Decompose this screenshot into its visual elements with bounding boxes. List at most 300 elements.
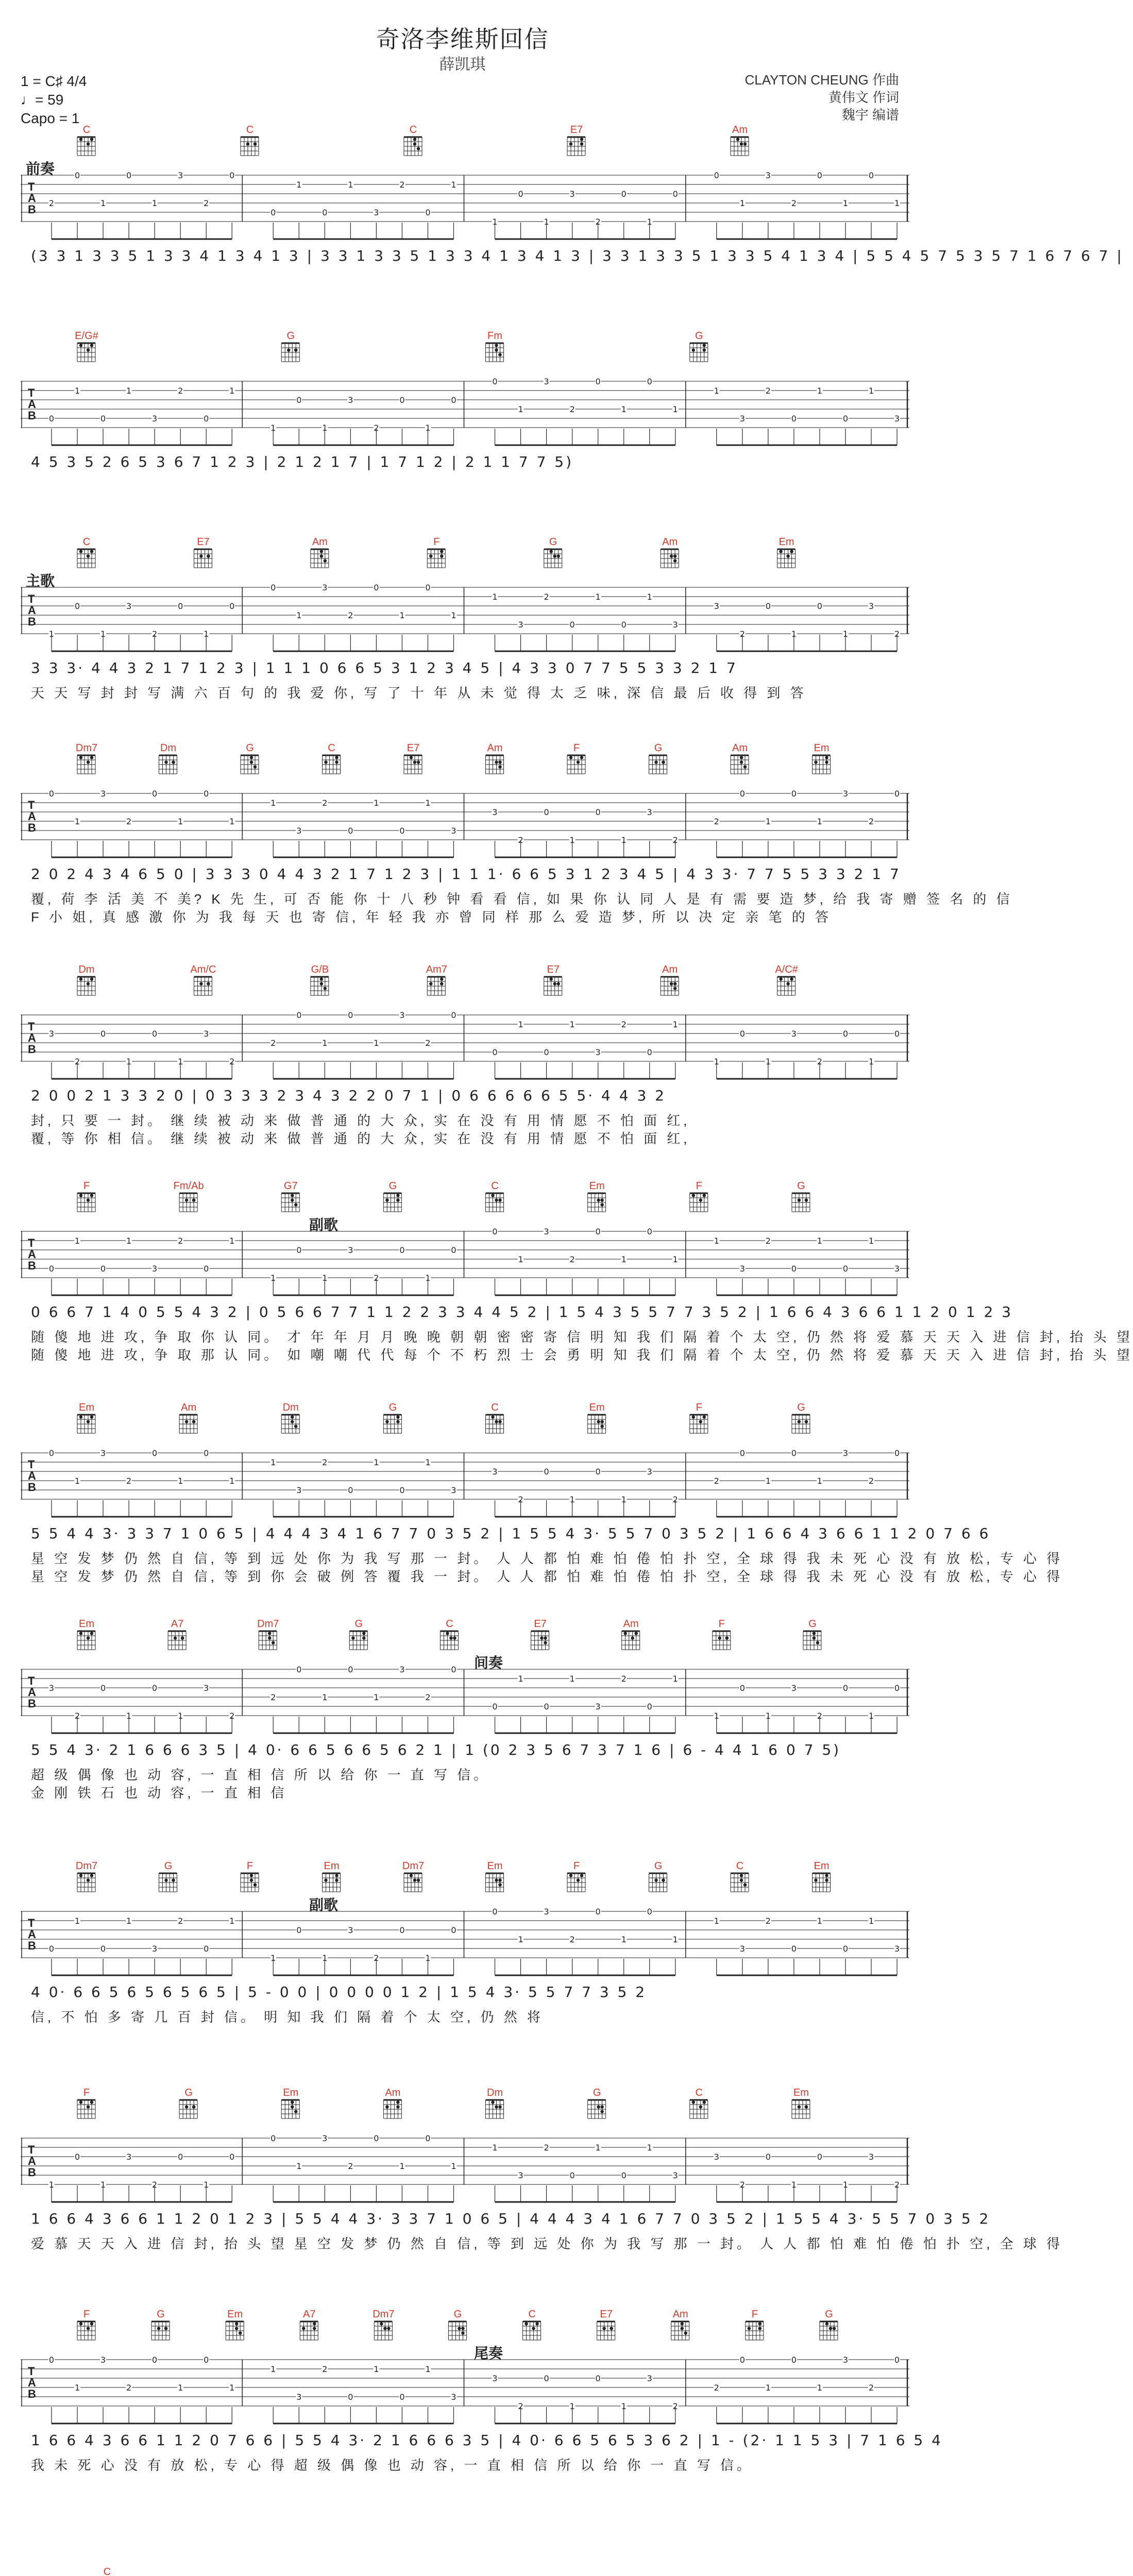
fret-number: 2	[817, 1711, 822, 1721]
fret-number: 0	[894, 1683, 900, 1693]
fret-number: 0	[451, 395, 456, 405]
fret-number: 3	[544, 1227, 549, 1236]
fret-number: 0	[178, 601, 183, 611]
chord-name: G	[246, 742, 254, 754]
fret-number: 3	[868, 601, 874, 611]
fret-number: 1	[126, 1711, 132, 1721]
fret-number: 1	[672, 1020, 678, 1029]
fret-number: 0	[204, 1944, 209, 1954]
chord-diagram	[440, 1618, 458, 1650]
chord-diagram	[426, 964, 447, 995]
fret-number: 3	[152, 1944, 158, 1954]
fret-number: 0	[868, 171, 874, 180]
fret-number: 2	[621, 1674, 627, 1684]
chord-name: C	[446, 1618, 453, 1630]
tab-clef: A	[28, 1686, 36, 1699]
fret-number: 0	[647, 377, 652, 386]
fret-number: 1	[229, 1236, 235, 1246]
chord-diagram	[544, 536, 562, 568]
chord-name: C	[491, 1180, 499, 1192]
chord-name: F	[83, 1180, 90, 1192]
fret-number: 2	[229, 1711, 235, 1721]
fret-number: 1	[451, 611, 456, 620]
fret-number: 0	[74, 2152, 80, 2162]
chord-diagram	[746, 2309, 764, 2340]
chord-diagram	[448, 2309, 466, 2340]
chord-diagram	[731, 124, 749, 156]
chord-diagram	[544, 964, 562, 995]
fret-number: 1	[229, 1916, 235, 1926]
tab-clef: A	[28, 1248, 36, 1261]
lyric-line: 星 空 发 梦 仍 然 自 信, 等 到 远 处 你 为 我 写 那 一 封。 人 人 都 怕 难 怕 倦 怕 扑 空, 全 球 得 我 未 死 心 没 有 放 松, 专 心 得	[31, 1551, 1063, 1566]
tab-clef: B	[28, 203, 36, 216]
fret-number: 3	[868, 2152, 874, 2162]
fret-number: 1	[621, 404, 627, 414]
chord-diagram	[777, 536, 796, 568]
fret-number: 1	[296, 2161, 302, 2171]
fret-number: 1	[178, 817, 183, 826]
fret-number: 3	[739, 1944, 745, 1954]
fret-number: 0	[817, 171, 822, 180]
fret-number: 0	[739, 1683, 745, 1693]
fret-number: 1	[672, 1674, 678, 1684]
fret-number: 3	[544, 1907, 549, 1917]
fret-number: 3	[672, 2171, 678, 2180]
fret-number: 0	[621, 189, 627, 199]
fret-number: 1	[791, 629, 797, 639]
lyric-line-2: 金 刚 铁 石 也 动 容, 一 直 相 信	[31, 1785, 288, 1801]
fret-number: 2	[152, 2180, 158, 2190]
fret-number: 0	[399, 395, 405, 405]
fret-number: 1	[425, 1953, 431, 1963]
chord-diagram	[792, 1402, 810, 1433]
chord-name: F	[573, 1860, 580, 1872]
chord-diagram	[323, 1860, 341, 1892]
fret-number: 1	[621, 835, 627, 845]
fret-number: 0	[451, 1925, 456, 1935]
fret-number: 1	[322, 1953, 328, 1963]
fret-number: 2	[178, 1916, 183, 1926]
tab-clef: B	[28, 409, 36, 422]
fret-number: 0	[595, 377, 601, 386]
fret-number: 0	[48, 1448, 55, 1458]
fret-number: 3	[399, 1010, 405, 1020]
chord-diagram	[151, 2309, 170, 2340]
fret-number: 1	[178, 1057, 183, 1066]
tab-staff	[21, 2308, 909, 2427]
chord-diagram	[486, 1860, 504, 1892]
jianpu-notation: 4 5 3 5 2 6 5 3 6 7 1 2 3 | 2 1 2 1 7 | 1 7 1 2 | 2 1 1 7 7 5)	[31, 453, 574, 470]
chord-name: G	[388, 1180, 397, 1192]
chord-diagram	[690, 2087, 708, 2119]
fret-number: 1	[348, 180, 353, 190]
fret-number: 0	[126, 171, 132, 180]
fret-number: 2	[152, 629, 158, 639]
chord-diagram	[661, 964, 679, 995]
fret-number: 1	[229, 817, 235, 826]
fret-number: 1	[569, 835, 575, 845]
fret-number: 3	[451, 2392, 456, 2402]
jianpu-notation: 4 0· 6 6 5 6 5 6 5 6 5 | 5 - 0 0 | 0 0 0 0 1 2 | 1 5 4 3· 5 5 7 7 3 5 2	[31, 1984, 647, 2001]
chord-name: G	[593, 2087, 601, 2098]
fret-number: 0	[842, 414, 849, 423]
fret-number: 0	[595, 2374, 601, 2383]
fret-number: 1	[74, 2383, 80, 2393]
fret-number: 2	[765, 386, 771, 396]
tab-clef: B	[28, 1259, 36, 1272]
fret-number: 0	[894, 1448, 900, 1458]
fret-number: 0	[348, 826, 353, 836]
fret-number: 0	[296, 1010, 302, 1020]
fret-number: 0	[647, 1227, 652, 1236]
fret-number: 0	[348, 1665, 353, 1674]
composer-credit: CLAYTON CHEUNG 作曲	[745, 72, 899, 88]
fret-number: 3	[451, 1485, 456, 1495]
fret-number: 1	[765, 1057, 771, 1066]
section-label: 前奏	[26, 161, 55, 177]
tab-clef: T	[28, 1458, 35, 1471]
fret-number: 0	[399, 2392, 405, 2402]
chord-diagram	[567, 742, 585, 774]
fret-number: 1	[842, 629, 849, 639]
fret-number: 1	[595, 592, 601, 602]
fret-number: 1	[842, 198, 849, 208]
tab-system	[21, 536, 909, 721]
fret-number: 2	[868, 817, 874, 826]
fret-number: 0	[492, 377, 498, 386]
song-title: 奇洛李维斯回信	[376, 26, 549, 53]
fret-number: 2	[868, 1476, 874, 1486]
fret-number: 0	[374, 583, 379, 592]
fret-number: 1	[868, 1711, 874, 1721]
chord-diagram	[486, 330, 504, 362]
tab-clef: B	[28, 1939, 36, 1952]
tab-staff	[21, 2566, 206, 2576]
fret-number: 2	[126, 817, 132, 826]
chord-diagram	[649, 742, 667, 774]
chord-name: F	[83, 2087, 90, 2098]
fret-number: 0	[270, 208, 276, 217]
lyric-line: 封, 只 要 一 封。 继 续 被 动 来 做 普 通 的 大 众, 实 在 没 有 用 情 愿 不 怕 面 红,	[31, 1113, 690, 1128]
tab-system	[21, 963, 909, 1149]
chord-name: G/B	[311, 964, 329, 975]
tempo: ♩= 59	[21, 92, 64, 108]
chord-diagram	[731, 1860, 749, 1892]
fret-number: 1	[868, 1236, 874, 1246]
fret-number: 0	[204, 1264, 209, 1274]
fret-number: 3	[348, 1925, 353, 1935]
tab-staff	[21, 2087, 909, 2205]
fret-number: 2	[894, 2180, 900, 2190]
fret-number: 1	[765, 1476, 771, 1486]
chord-diagram	[649, 1860, 667, 1892]
chord-diagram	[661, 536, 679, 568]
fret-number: 1	[100, 2180, 106, 2190]
chord-name: Am	[662, 964, 678, 975]
fret-number: 3	[647, 2374, 652, 2383]
fret-number: 2	[348, 2161, 353, 2171]
tab-clef: A	[28, 398, 36, 411]
fret-number: 0	[348, 1485, 353, 1495]
fret-number: 3	[126, 2152, 132, 2162]
fret-number: 0	[894, 789, 900, 799]
section-label: 副歌	[309, 1897, 339, 1913]
chord-name: G	[797, 1402, 805, 1413]
fret-number: 1	[569, 2401, 575, 2411]
fret-number: 0	[621, 620, 627, 630]
chord-name: Am7	[426, 964, 447, 975]
chord-name: E7	[600, 2309, 613, 2320]
lyric-line-2: 随 傻 地 进 攻, 争 取 那 认 同。 如 嘲 嘲 代 代 每 个 不 朽 烈 士 会 勇 明 知 我 们 隔 着 个 太 空, 仍 然 将 爱 慕 天 天 入 进 信 封, 抬 头 望	[31, 1347, 1133, 1363]
fret-number: 1	[152, 198, 158, 208]
fret-number: 1	[48, 2180, 55, 2190]
fret-number: 0	[672, 189, 678, 199]
chord-diagram	[75, 330, 98, 362]
chord-diagram	[194, 536, 212, 568]
chord-diagram	[179, 1402, 197, 1433]
fret-number: 0	[74, 601, 80, 611]
chord-name: A7	[303, 2309, 316, 2320]
fret-number: 2	[765, 1916, 771, 1926]
chord-diagram	[404, 124, 422, 156]
chord-diagram	[567, 124, 585, 156]
chord-diagram	[531, 1618, 549, 1650]
fret-number: 2	[126, 2383, 132, 2393]
fret-number: 0	[204, 1448, 209, 1458]
fret-number: 1	[518, 1020, 523, 1029]
song-meta	[21, 72, 87, 128]
chord-name: G	[695, 330, 703, 342]
section-label: 尾奏	[474, 2345, 503, 2361]
chord-name: G	[453, 2309, 462, 2320]
fret-number: 0	[595, 807, 601, 817]
fret-number: 1	[672, 404, 678, 414]
tab-clef: B	[28, 615, 36, 628]
fret-number: 1	[518, 1674, 523, 1684]
chord-name: Dm7	[402, 1860, 425, 1872]
fret-number: 1	[204, 629, 209, 639]
tab-system	[21, 1860, 909, 2045]
chord-diagram	[588, 2087, 606, 2119]
fret-number: 2	[270, 1692, 276, 1702]
chord-name: Fm	[487, 330, 502, 342]
fret-number: 1	[894, 198, 900, 208]
chord-name: A/C#	[775, 964, 798, 975]
chord-name: Am	[623, 1618, 639, 1630]
chord-diagram	[300, 2309, 318, 2340]
fret-number: 3	[842, 1448, 849, 1458]
fret-number: 1	[374, 2364, 379, 2374]
fret-number: 2	[204, 198, 209, 208]
fret-number: 1	[270, 423, 276, 433]
fret-number: 1	[647, 217, 652, 227]
chord-diagram	[813, 1860, 831, 1892]
fret-number: 3	[100, 789, 106, 799]
chord-name: Em	[793, 2087, 809, 2098]
fret-number: 2	[425, 1038, 431, 1048]
chord-name: G	[157, 2309, 165, 2320]
chord-name: F	[696, 1180, 702, 1192]
fret-number: 0	[229, 601, 235, 611]
fret-number: 2	[48, 198, 55, 208]
chord-name: F	[696, 1402, 702, 1413]
chord-name: Dm	[282, 1402, 299, 1413]
chord-diagram	[311, 964, 329, 995]
fret-number: 2	[399, 180, 405, 190]
fret-number: 1	[178, 1711, 183, 1721]
fret-number: 0	[399, 1925, 405, 1935]
chord-name: E7	[547, 964, 560, 975]
fret-number: 0	[595, 1907, 601, 1917]
fret-number: 1	[100, 629, 106, 639]
fret-number: 3	[791, 1683, 797, 1693]
fret-number: 1	[492, 217, 498, 227]
tab-staff	[21, 330, 909, 448]
chord-diagram	[690, 330, 708, 362]
tab-clef: A	[28, 604, 36, 617]
jianpu-notation: 3 3 3· 4 4 3 2 1 7 1 2 3 | 1 1 1 0 6 6 5 3 1 2 3 4 5 | 4 3 3 0 7 7 5 5 3 3 2 1 7	[31, 659, 738, 676]
fret-number: 3	[569, 189, 575, 199]
fret-number: 3	[451, 826, 456, 836]
fret-number: 2	[518, 835, 523, 845]
chord-name: Em	[283, 2087, 299, 2098]
fret-number: 0	[894, 2355, 900, 2365]
tab-clef: A	[28, 1031, 36, 1044]
fret-number: 0	[765, 2152, 771, 2162]
fret-number: 1	[74, 1236, 80, 1246]
chord-diagram	[257, 1618, 279, 1650]
fret-number: 0	[739, 1029, 745, 1039]
fret-number: 3	[48, 1029, 55, 1039]
chord-diagram	[281, 1402, 299, 1433]
fret-number: 0	[296, 1245, 302, 1255]
fret-number: 0	[229, 171, 235, 180]
tab-clef: T	[28, 2143, 35, 2156]
chord-diagram	[168, 1618, 186, 1650]
fret-number: 3	[714, 601, 719, 611]
fret-number: 2	[425, 1692, 431, 1702]
fret-number: 0	[647, 1702, 652, 1711]
fret-number: 0	[595, 1467, 601, 1477]
fret-number: 3	[152, 1264, 158, 1274]
fret-number: 2	[178, 386, 183, 396]
fret-number: 1	[765, 2383, 771, 2393]
fret-number: 1	[492, 592, 498, 602]
fret-number: 1	[296, 611, 302, 620]
chord-name: G	[797, 1180, 805, 1192]
tab-clef: B	[28, 1697, 36, 1710]
chord-diagram	[486, 2087, 504, 2119]
chord-name: Am	[181, 1402, 197, 1413]
fret-number: 0	[48, 2355, 55, 2365]
fret-number: 0	[204, 414, 209, 423]
fret-number: 1	[672, 1255, 678, 1264]
chord-diagram	[486, 1402, 504, 1433]
fret-number: 0	[152, 2355, 158, 2365]
chord-name: Em	[79, 1618, 94, 1630]
chord-name: Am	[662, 536, 678, 548]
chord-name: G	[549, 536, 557, 548]
fret-number: 2	[595, 217, 601, 227]
fret-number: 0	[842, 1264, 849, 1274]
fret-number: 1	[817, 2383, 822, 2393]
tab-clef: T	[28, 386, 35, 399]
fret-number: 0	[544, 1047, 549, 1057]
fret-number: 1	[595, 2143, 601, 2153]
fret-number: 2	[518, 2401, 523, 2411]
chord-name: G	[825, 2309, 833, 2320]
tab-system	[21, 742, 1013, 927]
fret-number: 1	[399, 611, 405, 620]
fret-number: 1	[621, 1935, 627, 1944]
fret-number: 0	[100, 1264, 106, 1274]
chord-diagram	[792, 2087, 810, 2119]
fret-number: 3	[100, 2355, 106, 2365]
fret-number: 0	[48, 1264, 55, 1274]
tab-system	[21, 1401, 1063, 1587]
chord-name: F	[83, 2309, 90, 2320]
chord-name: Em	[227, 2309, 243, 2320]
fret-number: 1	[100, 198, 106, 208]
tab-clef: A	[28, 810, 36, 823]
chord-diagram	[404, 742, 422, 774]
fret-number: 1	[270, 2364, 276, 2374]
tab-clef: T	[28, 180, 35, 193]
chord-diagram	[241, 124, 259, 156]
tab-clef: T	[28, 1236, 35, 1249]
chord-name: Em	[589, 1180, 605, 1192]
chord-name: Am	[732, 124, 748, 135]
fret-number: 1	[425, 1273, 431, 1283]
chord-diagram	[373, 2309, 394, 2340]
fret-number: 0	[621, 2171, 627, 2180]
fret-number: 1	[270, 1953, 276, 1963]
fret-number: 0	[74, 171, 80, 180]
fret-number: 2	[544, 592, 549, 602]
tab-clef: B	[28, 2387, 36, 2400]
chord-name: Dm	[486, 2087, 503, 2098]
fret-number: 2	[74, 1711, 80, 1721]
chord-name: G	[388, 1402, 397, 1413]
fret-number: 3	[544, 377, 549, 386]
fret-number: 1	[714, 1711, 719, 1721]
fret-number: 1	[322, 423, 328, 433]
chord-diagram	[77, 124, 95, 156]
section-label: 主歌	[26, 573, 55, 589]
chord-name: C	[695, 2087, 703, 2098]
fret-number: 0	[296, 1925, 302, 1935]
fret-number: 0	[791, 1944, 797, 1954]
fret-number: 1	[374, 1458, 379, 1467]
fret-number: 3	[894, 1264, 900, 1274]
fret-number: 0	[544, 1467, 549, 1477]
chord-diagram	[77, 1402, 95, 1433]
tab-staff	[21, 1618, 909, 1736]
chord-diagram	[77, 964, 95, 995]
fret-number: 1	[374, 1692, 379, 1702]
fret-number: 3	[348, 1245, 353, 1255]
fret-number: 0	[204, 789, 209, 799]
fret-number: 1	[518, 404, 523, 414]
chord-name: Em	[779, 536, 794, 548]
fret-number: 0	[348, 2392, 353, 2402]
jianpu-notation: 5 5 4 3· 2 1 6 6 6 3 5 | 4 0· 6 6 5 6 6 5 6 2 1 | 1 (0 2 3 5 6 7 3 7 1 6 | 6 - 4 4 1 6 0 7 5)	[31, 1741, 841, 1758]
chord-diagram	[190, 964, 216, 995]
fret-number: 1	[204, 2180, 209, 2190]
tab-staff	[21, 742, 909, 860]
fret-number: 0	[270, 583, 276, 592]
fret-number: 0	[399, 1245, 405, 1255]
